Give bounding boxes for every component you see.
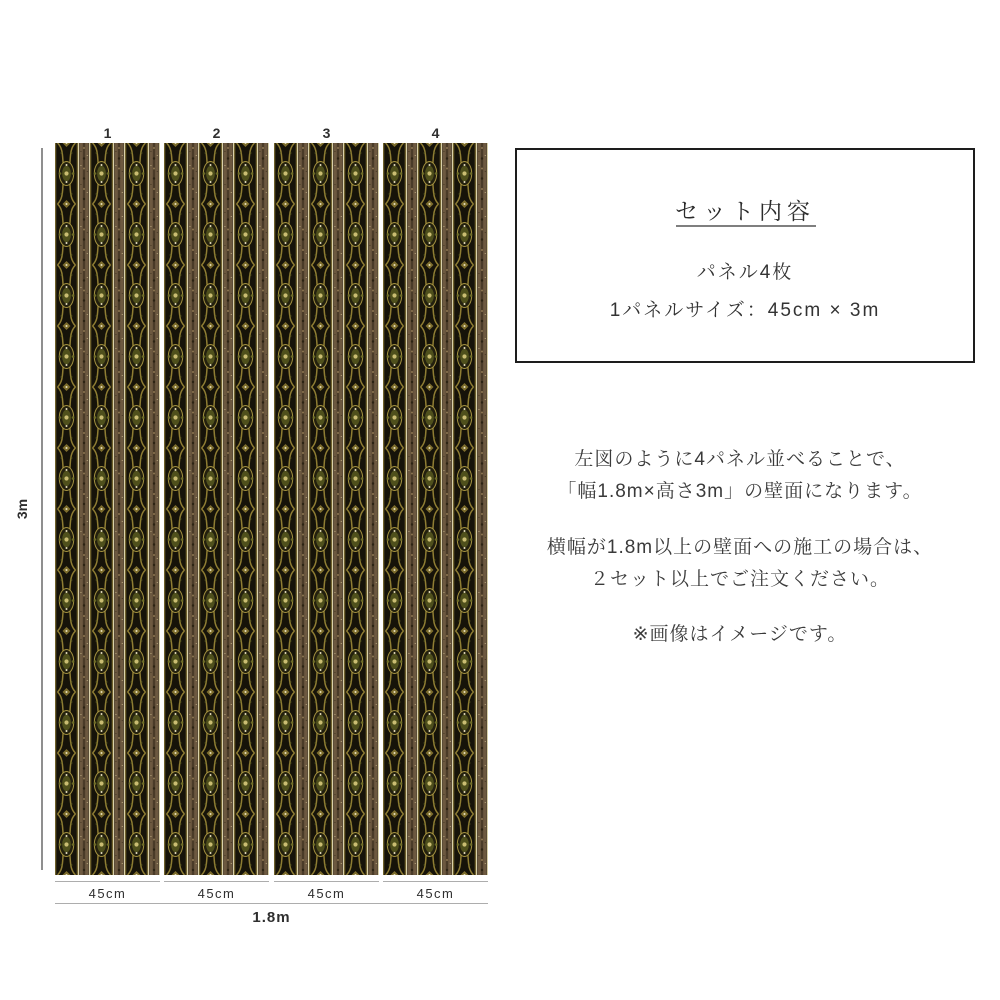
panel-width-dimension-line-4	[383, 881, 488, 882]
set-contents-box	[515, 148, 975, 363]
panel-number-3: 3	[322, 125, 331, 141]
wallpaper-panel-2	[164, 143, 269, 875]
wallpaper-panel-3	[274, 143, 379, 875]
panel-width-dimension-line-1	[55, 881, 160, 882]
panel-number-2: 2	[212, 125, 221, 141]
description-paragraph-2	[500, 532, 980, 596]
description-p1-line1: 左図のように4パネル並べることで、	[574, 449, 906, 470]
panel-count-text: パネル4枚	[696, 262, 794, 283]
panel-width-label-3: 45cm	[307, 886, 346, 901]
height-label: 3m	[14, 498, 30, 520]
panel-width-label-4: 45cm	[416, 886, 455, 901]
panel-number-1: 1	[103, 125, 112, 141]
height-dimension-line	[41, 148, 43, 870]
panel-width-label-1: 45cm	[88, 886, 127, 901]
panel-width-dimension-line-2	[164, 881, 269, 882]
image-disclaimer-note: ※画像はイメージです。	[632, 624, 848, 645]
panel-number-4: 4	[431, 125, 440, 141]
wallpaper-panel-1	[55, 143, 160, 875]
description-paragraph-1	[500, 444, 980, 508]
description-p1-line2: 「幅1.8m×高さ3m」の壁面になります。	[557, 481, 923, 502]
total-width-dimension-line	[55, 903, 488, 904]
set-contents-title: セット内容	[675, 198, 815, 224]
panel-width-label-2: 45cm	[197, 886, 236, 901]
description-p2-line2: ２セット以上でご注文ください。	[589, 569, 890, 590]
panel-width-dimension-line-3	[274, 881, 379, 882]
wallpaper-panel-4	[383, 143, 488, 875]
panel-size-text: 1パネルサイズ：45cm × 3m	[609, 300, 881, 321]
description-p2-line1: 横幅が1.8m以上の壁面への施工の場合は、	[546, 537, 934, 558]
total-width-label: 1.8m	[252, 909, 291, 926]
title-underline	[676, 225, 816, 227]
